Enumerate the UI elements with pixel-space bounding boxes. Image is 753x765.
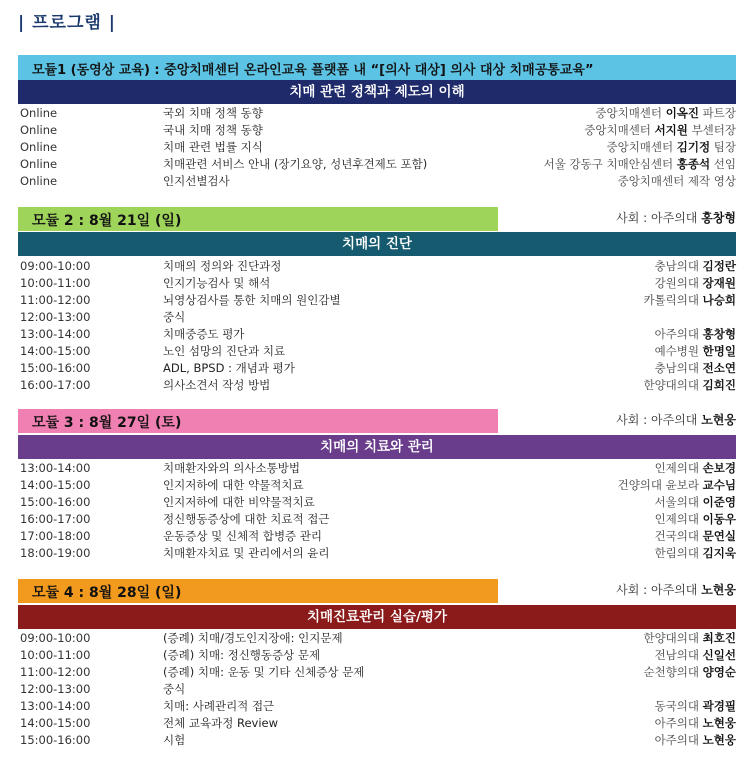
schedule-row: [20, 460, 736, 477]
row-title: ADL, BPSD : 개념과 평가: [163, 361, 295, 375]
row-time: 09:00-10:00: [20, 259, 91, 273]
schedule-row: [20, 360, 736, 377]
schedule-row: [20, 343, 736, 360]
row-title: 뇌영상검사를 통한 치매의 원인감별: [163, 293, 341, 307]
row-time: 09:00-10:00: [20, 631, 91, 645]
schedule-row: [20, 173, 736, 190]
module4-title-bar: 모듈 4 : 8월 28일 (일): [18, 579, 498, 603]
row-time: Online: [20, 174, 58, 188]
schedule-row: [20, 326, 736, 343]
module4-section-bar: 치매진료관리 실습/평가: [18, 605, 736, 629]
speaker-affiliation: 한양대의대: [643, 378, 700, 392]
row-time: Online: [20, 140, 58, 154]
speaker-affiliation: 중앙치매센터: [595, 106, 663, 120]
page-title: | 프로그램 |: [18, 13, 116, 33]
row-speaker: [595, 105, 736, 122]
row-speaker: [655, 360, 736, 377]
schedule-row: [20, 647, 736, 664]
speaker-role: 선임: [713, 157, 736, 171]
row-title: 국내 치매 정책 동향: [163, 123, 263, 137]
row-title: 치매중증도 평가: [163, 327, 245, 341]
module2-rows: [20, 258, 736, 394]
row-time: 11:00-12:00: [20, 293, 91, 307]
speaker-affiliation: 동국의대: [654, 699, 700, 713]
speaker-name: 문연실: [702, 529, 736, 543]
speaker-name: 양영순: [702, 665, 736, 679]
module1-section-bar: 치매 관련 정책과 제도의 이해: [18, 80, 736, 104]
row-title: 중식: [163, 310, 186, 324]
row-time: 13:00-14:00: [20, 461, 91, 475]
module4-rows: [20, 630, 736, 749]
row-title: 치매관련 서비스 안내 (장기요양, 성년후견제도 포함): [163, 157, 428, 171]
row-speaker: [655, 460, 736, 477]
schedule-row: [20, 511, 736, 528]
speaker-affiliation: 충남의대: [654, 361, 700, 375]
row-speaker: [618, 173, 736, 190]
row-time: 10:00-11:00: [20, 276, 91, 290]
row-speaker: [643, 377, 736, 394]
row-speaker: [655, 528, 736, 545]
speaker-affiliation: 인제의대: [654, 461, 700, 475]
speaker-role: 팀장: [713, 140, 736, 154]
row-time: Online: [20, 157, 58, 171]
row-title: (증례) 치매: 운동 및 기타 신체증상 문제: [163, 665, 365, 679]
row-time: 16:00-17:00: [20, 378, 91, 392]
module3-chair-name: 노현웅: [701, 413, 736, 427]
speaker-affiliation: 서울의대: [654, 495, 700, 509]
speaker-affiliation: 예수병원: [654, 344, 700, 358]
speaker-name: 교수님: [702, 478, 736, 492]
speaker-name: 김기정: [676, 140, 711, 154]
schedule-row: [20, 275, 736, 292]
schedule-row: [20, 528, 736, 545]
row-title: 시험: [163, 733, 186, 747]
speaker-name: 김정란: [702, 259, 736, 273]
row-title: 치매환자와의 의사소통방법: [163, 461, 300, 475]
speaker-name: 장재원: [702, 276, 736, 290]
row-title: 인지저하에 대한 비약물적치료: [163, 495, 315, 509]
schedule-row: [20, 105, 736, 122]
row-speaker: [655, 258, 736, 275]
row-speaker: [655, 647, 736, 664]
row-time: 17:00-18:00: [20, 529, 91, 543]
speaker-affiliation: 아주의대: [654, 733, 700, 747]
schedule-row: [20, 494, 736, 511]
row-title: 인지저하에 대한 약물적치료: [163, 478, 304, 492]
schedule-row: [20, 681, 736, 698]
schedule-row: [20, 139, 736, 156]
row-time: 16:00-17:00: [20, 512, 91, 526]
speaker-name: 이옥진: [665, 106, 700, 120]
row-time: 14:00-15:00: [20, 478, 91, 492]
module2-section-bar: 치매의 진단: [18, 232, 736, 256]
module3-rows: [20, 460, 736, 562]
schedule-row: [20, 122, 736, 139]
row-speaker: [655, 698, 736, 715]
row-title: 치매환자치료 및 관리에서의 윤리: [163, 546, 330, 560]
speaker-name: 한명일: [702, 344, 736, 358]
speaker-name: 노현웅: [702, 733, 736, 747]
module1-rows: [20, 105, 736, 190]
row-speaker: [655, 715, 736, 732]
row-speaker: [655, 275, 736, 292]
module2-chair: [616, 209, 736, 226]
row-title: (증례) 치매/경도인지장애: 인지문제: [163, 631, 343, 645]
row-title: 인지기능검사 및 해석: [163, 276, 271, 290]
schedule-row: [20, 309, 736, 326]
speaker-affiliation: 강원의대: [654, 276, 700, 290]
row-time: Online: [20, 106, 58, 120]
row-speaker: [618, 477, 736, 494]
speaker-affiliation: 중앙치매센터: [584, 123, 651, 137]
schedule-row: [20, 258, 736, 275]
speaker-name: 홍창형: [702, 327, 736, 341]
row-title: 중식: [163, 682, 186, 696]
row-title: (증례) 치매: 정신행동증상 문제: [163, 648, 321, 662]
module2-chair-name: 홍창형: [701, 211, 736, 225]
speaker-affiliation: 인제의대: [654, 512, 700, 526]
row-speaker: [643, 664, 736, 681]
speaker-name: 홍종석: [676, 157, 711, 171]
row-speaker: [655, 732, 736, 749]
speaker-name: 노현웅: [702, 716, 736, 730]
row-speaker: [655, 545, 736, 562]
speaker-name: 이동우: [702, 512, 736, 526]
row-time: 12:00-13:00: [20, 310, 91, 324]
row-title: 의사소견서 작성 방법: [163, 378, 271, 392]
module2-chair-label: 사회 : 아주의대: [616, 211, 698, 225]
speaker-name: 김지욱: [702, 546, 736, 560]
row-speaker: [606, 139, 736, 156]
speaker-affiliation: 카톨릭의대: [643, 293, 700, 307]
speaker-name: 김희진: [702, 378, 736, 392]
module2-title-bar: 모듈 2 : 8월 21일 (일): [18, 207, 498, 231]
row-title: 전체 교육과정 Review: [163, 716, 278, 730]
row-speaker: [643, 292, 736, 309]
schedule-row: [20, 545, 736, 562]
speaker-name: 손보경: [702, 461, 736, 475]
speaker-name: 나승희: [702, 293, 736, 307]
row-title: 노인 섬망의 진단과 치료: [163, 344, 286, 358]
schedule-row: [20, 630, 736, 647]
speaker-affiliation: 아주의대: [654, 716, 700, 730]
speaker-name: 전소연: [702, 361, 736, 375]
speaker-role: 부센터장: [691, 123, 736, 137]
schedule-row: [20, 377, 736, 394]
module3-chair: [616, 411, 736, 428]
row-speaker: [655, 326, 736, 343]
schedule-row: [20, 715, 736, 732]
schedule-row: [20, 477, 736, 494]
row-time: 11:00-12:00: [20, 665, 91, 679]
module3-chair-label: 사회 : 아주의대: [616, 413, 698, 427]
row-title: 인지선별검사: [163, 174, 230, 188]
speaker-name: 곽경필: [702, 699, 736, 713]
speaker-affiliation: 한림의대: [654, 546, 700, 560]
speaker-name: 서지원: [654, 123, 688, 137]
row-title: 치매 관련 법률 지식: [163, 140, 263, 154]
row-speaker: [544, 156, 736, 173]
schedule-row: [20, 698, 736, 715]
speaker-affiliation: 서울 강동구 치매안심센터: [543, 157, 674, 171]
speaker-name: 최호진: [702, 631, 736, 645]
module1-title-bar: 모듈1 (동영상 교육) : 중앙치매센터 온라인교육 플랫폼 내 “[의사 대상] 의사 대상 치매공통교육”: [18, 55, 736, 80]
schedule-row: [20, 732, 736, 749]
module3-title-bar: 모듈 3 : 8월 27일 (토): [18, 409, 498, 433]
module4-chair: [616, 581, 736, 598]
row-title: 운동증상 및 신체적 합병증 관리: [163, 529, 323, 543]
speaker-affiliation: 건양의대 윤보라: [617, 478, 700, 492]
row-speaker: [584, 122, 736, 139]
row-time: 14:00-15:00: [20, 716, 91, 730]
row-speaker: [643, 630, 736, 647]
row-time: 15:00-16:00: [20, 733, 91, 747]
row-speaker: [655, 494, 736, 511]
schedule-row: [20, 156, 736, 173]
row-speaker: [655, 343, 736, 360]
row-title: 국외 치매 정책 동향: [163, 106, 263, 120]
schedule-row: [20, 292, 736, 309]
speaker-affiliation: 한양대의대: [643, 631, 700, 645]
row-title: 치매의 정의와 진단과정: [163, 259, 282, 273]
speaker-affiliation: 중앙치매센터 제작 영상: [617, 174, 736, 188]
row-time: 12:00-13:00: [20, 682, 91, 696]
speaker-affiliation: 건국의대: [654, 529, 700, 543]
row-time: 15:00-16:00: [20, 495, 91, 509]
row-time: 18:00-19:00: [20, 546, 91, 560]
speaker-name: 신일선: [702, 648, 736, 662]
speaker-affiliation: 순천향의대: [643, 665, 700, 679]
row-time: 15:00-16:00: [20, 361, 91, 375]
speaker-affiliation: 아주의대: [654, 327, 700, 341]
module3-section-bar: 치매의 치료와 관리: [18, 435, 736, 459]
schedule-row: [20, 664, 736, 681]
row-time: 13:00-14:00: [20, 327, 91, 341]
row-time: 10:00-11:00: [20, 648, 91, 662]
module4-chair-label: 사회 : 아주의대: [616, 583, 698, 597]
module4-chair-name: 노현웅: [701, 583, 736, 597]
speaker-affiliation: 전남의대: [654, 648, 700, 662]
row-title: 치매: 사례관리적 접근: [163, 699, 275, 713]
row-time: 13:00-14:00: [20, 699, 91, 713]
row-time: Online: [20, 123, 58, 137]
speaker-role: 파트장: [702, 106, 736, 120]
row-time: 14:00-15:00: [20, 344, 91, 358]
speaker-affiliation: 중앙치매센터: [606, 140, 674, 154]
speaker-affiliation: 충남의대: [654, 259, 700, 273]
row-title: 정신행동증상에 대한 치료적 접근: [163, 512, 330, 526]
row-speaker: [655, 511, 736, 528]
speaker-name: 이준영: [702, 495, 736, 509]
